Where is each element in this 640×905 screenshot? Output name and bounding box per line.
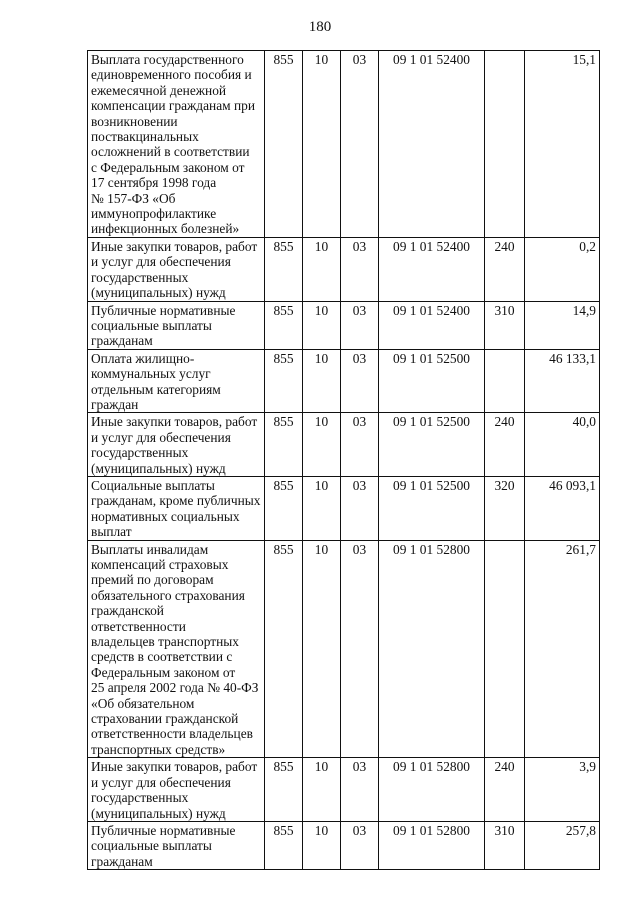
row-name-cell bbox=[88, 237, 265, 301]
row-name-line: 25 апреля 2002 года № 40-ФЗ bbox=[91, 680, 259, 696]
target-article-cell: 09 1 01 52800 bbox=[379, 758, 485, 822]
subsection-code-cell: 03 bbox=[341, 821, 379, 869]
row-name-line: граждан bbox=[91, 396, 139, 412]
row-name-line: (муниципальных) нужд bbox=[91, 460, 226, 476]
ministry-code-cell: 855 bbox=[265, 476, 303, 540]
row-name-line: № 157-ФЗ «Об bbox=[91, 190, 176, 206]
subsection-code-cell: 03 bbox=[341, 51, 379, 238]
amount-cell: 46 133,1 bbox=[525, 349, 600, 413]
ministry-code-cell: 855 bbox=[265, 301, 303, 349]
section-code-cell: 10 bbox=[303, 476, 341, 540]
expense-type-cell: 240 bbox=[485, 413, 525, 477]
table-row bbox=[88, 758, 600, 822]
expense-type-cell bbox=[485, 349, 525, 413]
ministry-code-cell: 855 bbox=[265, 413, 303, 477]
row-name-line: социальные выплаты bbox=[91, 317, 212, 333]
row-name-cell bbox=[88, 301, 265, 349]
ministry-code-cell: 855 bbox=[265, 821, 303, 869]
row-name-line: премий по договорам bbox=[91, 572, 214, 588]
ministry-code-cell: 855 bbox=[265, 758, 303, 822]
amount-cell: 15,1 bbox=[525, 51, 600, 238]
section-code-cell: 10 bbox=[303, 51, 341, 238]
target-article-cell: 09 1 01 52500 bbox=[379, 413, 485, 477]
row-name-line: Иные закупки товаров, работ bbox=[91, 759, 258, 775]
amount-cell: 3,9 bbox=[525, 758, 600, 822]
subsection-code-cell: 03 bbox=[341, 476, 379, 540]
expense-type-cell bbox=[485, 540, 525, 758]
row-name-line: Иные закупки товаров, работ bbox=[91, 414, 258, 430]
row-name-line: и услуг для обеспечения bbox=[91, 429, 231, 445]
row-name-line: 17 сентября 1998 года bbox=[91, 175, 217, 191]
table-row bbox=[88, 301, 600, 349]
row-name-line: Публичные нормативные bbox=[91, 302, 236, 318]
row-name-line: ежемесячной денежной bbox=[91, 82, 227, 98]
subsection-code-cell: 03 bbox=[341, 349, 379, 413]
row-name-line: «Об обязательном bbox=[91, 695, 195, 711]
row-name-line: осложнений в соответствии bbox=[91, 144, 250, 160]
row-name-line: государственных bbox=[91, 445, 189, 461]
row-name-line: единовременного пособия и bbox=[91, 67, 252, 83]
section-code-cell: 10 bbox=[303, 413, 341, 477]
expense-type-cell: 310 bbox=[485, 821, 525, 869]
row-name-line: Оплата жилищно- bbox=[91, 350, 195, 366]
target-article-cell: 09 1 01 52800 bbox=[379, 540, 485, 758]
ministry-code-cell: 855 bbox=[265, 349, 303, 413]
row-name-cell bbox=[88, 349, 265, 413]
target-article-cell: 09 1 01 52500 bbox=[379, 349, 485, 413]
row-name-line: социальные выплаты bbox=[91, 838, 212, 854]
subsection-code-cell: 03 bbox=[341, 540, 379, 758]
row-name-cell bbox=[88, 51, 265, 238]
row-name-line: обязательного страхования bbox=[91, 587, 245, 603]
page-number: 180 bbox=[308, 19, 332, 35]
row-name-line: иммунопрофилактике bbox=[91, 206, 217, 222]
section-code-cell: 10 bbox=[303, 758, 341, 822]
table-row bbox=[88, 476, 600, 540]
ministry-code-cell: 855 bbox=[265, 540, 303, 758]
table-row bbox=[88, 237, 600, 301]
row-name-line: страховании гражданской bbox=[91, 711, 239, 727]
row-name-line: Публичные нормативные bbox=[91, 822, 236, 838]
budget-table-body bbox=[88, 51, 600, 870]
row-name-cell bbox=[88, 413, 265, 477]
row-name-line: отдельным категориям bbox=[91, 381, 221, 397]
table-row bbox=[88, 540, 600, 758]
row-name-cell bbox=[88, 476, 265, 540]
row-name-line: Социальные выплаты bbox=[91, 477, 215, 493]
row-name-line: гражданам bbox=[91, 333, 153, 349]
row-name-line: коммунальных услуг bbox=[91, 366, 211, 382]
budget-table bbox=[87, 50, 600, 870]
target-article-cell: 09 1 01 52400 bbox=[379, 237, 485, 301]
row-name-line: Иные закупки товаров, работ bbox=[91, 238, 258, 254]
row-name-line: гражданам, кроме публичных bbox=[91, 493, 261, 509]
amount-cell: 261,7 bbox=[525, 540, 600, 758]
expense-type-cell: 240 bbox=[485, 237, 525, 301]
ministry-code-cell: 855 bbox=[265, 51, 303, 238]
row-name-line: гражданам bbox=[91, 853, 153, 869]
amount-cell: 14,9 bbox=[525, 301, 600, 349]
section-code-cell: 10 bbox=[303, 237, 341, 301]
amount-cell: 257,8 bbox=[525, 821, 600, 869]
row-name-line: Выплаты инвалидам bbox=[91, 541, 209, 557]
table-row bbox=[88, 413, 600, 477]
row-name-cell bbox=[88, 540, 265, 758]
row-name-line: возникновении bbox=[91, 113, 178, 129]
target-article-cell: 09 1 01 52800 bbox=[379, 821, 485, 869]
row-name-line: Федеральным законом от bbox=[91, 664, 236, 680]
subsection-code-cell: 03 bbox=[341, 237, 379, 301]
row-name-line: Выплата государственного bbox=[91, 52, 244, 67]
row-name-line: нормативных социальных bbox=[91, 508, 240, 524]
target-article-cell: 09 1 01 52400 bbox=[379, 301, 485, 349]
table-row bbox=[88, 821, 600, 869]
amount-cell: 46 093,1 bbox=[525, 476, 600, 540]
row-name-line: государственных bbox=[91, 790, 189, 806]
expense-type-cell bbox=[485, 51, 525, 238]
ministry-code-cell: 855 bbox=[265, 237, 303, 301]
row-name-cell bbox=[88, 758, 265, 822]
target-article-cell: 09 1 01 52500 bbox=[379, 476, 485, 540]
row-name-line: (муниципальных) нужд bbox=[91, 285, 226, 301]
table-row bbox=[88, 349, 600, 413]
target-article-cell: 09 1 01 52400 bbox=[379, 51, 485, 238]
row-name-line: ответственности владельцев bbox=[91, 726, 253, 742]
row-name-line: инфекционных болезней» bbox=[91, 221, 240, 237]
expense-type-cell: 320 bbox=[485, 476, 525, 540]
subsection-code-cell: 03 bbox=[341, 301, 379, 349]
amount-cell: 0,2 bbox=[525, 237, 600, 301]
table-row bbox=[88, 51, 600, 238]
row-name-line: и услуг для обеспечения bbox=[91, 254, 231, 270]
row-name-cell bbox=[88, 821, 265, 869]
row-name-line: гражданской ответственности bbox=[91, 603, 186, 634]
subsection-code-cell: 03 bbox=[341, 758, 379, 822]
section-code-cell: 10 bbox=[303, 821, 341, 869]
row-name-line: поствакцинальных bbox=[91, 129, 199, 145]
expense-type-cell: 310 bbox=[485, 301, 525, 349]
row-name-line: государственных bbox=[91, 269, 189, 285]
row-name-line: (муниципальных) нужд bbox=[91, 805, 226, 821]
section-code-cell: 10 bbox=[303, 349, 341, 413]
row-name-line: компенсации гражданам при bbox=[91, 98, 256, 114]
row-name-line: выплат bbox=[91, 524, 132, 540]
row-name-line: с Федеральным законом от bbox=[91, 159, 245, 175]
row-name-line: владельцев транспортных bbox=[91, 634, 239, 650]
amount-cell: 40,0 bbox=[525, 413, 600, 477]
row-name-line: транспортных средств» bbox=[91, 741, 226, 757]
subsection-code-cell: 03 bbox=[341, 413, 379, 477]
expense-type-cell: 240 bbox=[485, 758, 525, 822]
section-code-cell: 10 bbox=[303, 301, 341, 349]
row-name-line: и услуг для обеспечения bbox=[91, 774, 231, 790]
row-name-line: компенсаций страховых bbox=[91, 557, 229, 572]
row-name-line: средств в соответствии с bbox=[91, 649, 233, 665]
section-code-cell: 10 bbox=[303, 540, 341, 758]
